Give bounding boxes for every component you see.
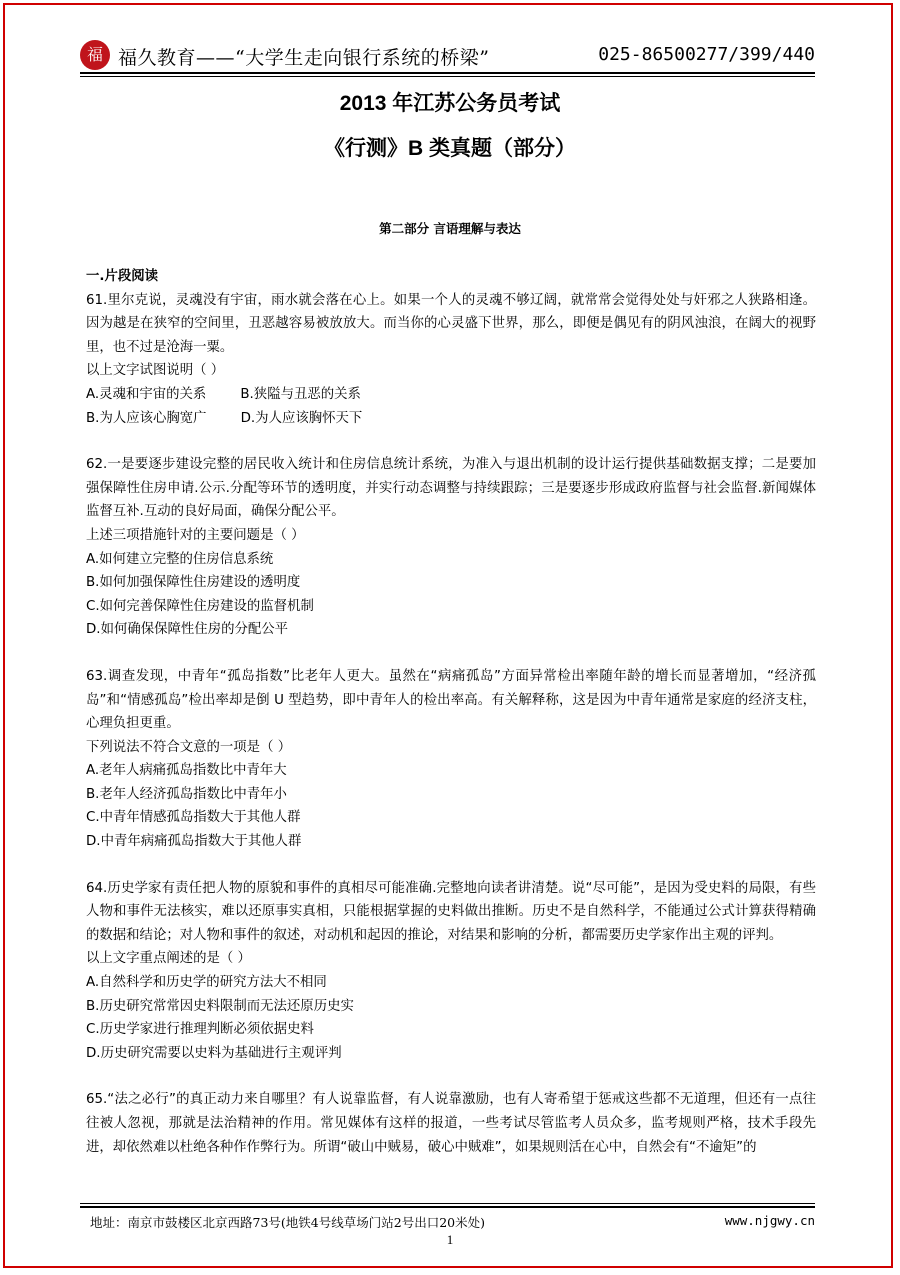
question-64 xyxy=(86,877,816,1066)
option-a: A.老年人病痛孤岛指数比中青年大 xyxy=(86,763,287,779)
option-a: A.自然科学和历史学的研究方法大不相同 xyxy=(86,975,327,991)
question-prompt: 下列说法不符合文意的一项是（ ） xyxy=(86,739,292,755)
option-d: D.历史研究需要以史料为基础进行主观评判 xyxy=(86,1045,342,1061)
question-prompt: 以上文字试图说明（ ） xyxy=(86,363,225,379)
section-heading: 一.片段阅读 xyxy=(86,269,159,284)
page-number: 1 xyxy=(446,1232,454,1247)
question-65 xyxy=(86,1088,816,1159)
question-passage: 62.一是要逐步建设完整的居民收入统计和住房信息统计系统，为准入与退出机制的设计运行提供基础数据支撑；二是要加强保障性住房申请.公示.分配等环节的透明度，并实行动态调整与持续跟踪；三是要逐步形成政府监督与社会监督.新闻媒体监督互补.互动的良好局面，确保分配公平。 xyxy=(86,457,816,520)
question-prompt: 以上文字重点阐述的是（ ） xyxy=(86,951,251,967)
header-rule-thin xyxy=(80,76,815,77)
page-header xyxy=(80,38,815,72)
document-subtitle: 《行测》B 类真题（部分） xyxy=(324,137,576,160)
part-heading: 第二部分 言语理解与表达 xyxy=(379,221,521,236)
question-passage: 61.里尔克说，灵魂没有宇宙，雨水就会落在心上。如果一个人的灵魂不够辽阔，就常常会觉得处处与奸邪之人狭路相逢。因为越是在狭窄的空间里，丑恶越容易被放放大。而当你的心灵盛下世界，那么，即便是偶见有的阴风浊浪，在阔大的视野里，也不过是沧海一粟。 xyxy=(86,292,816,355)
option-d: D.中青年病痛孤岛指数大于其他人群 xyxy=(86,834,302,850)
question-passage: 63.调查发现，中青年“孤岛指数”比老年人更大。虽然在“病痛孤岛”方面异常检出率随年龄的增长而显著增加，“经济孤岛”和“情感孤岛”检出率却是倒 U 型趋势，即中青年人的检出率高。有关解释称，这是因为中青年通常是家庭的经济支柱，心理负担更重。 xyxy=(86,668,816,732)
option-row: A.灵魂和宇宙的关系 B.狭隘与丑恶的关系 xyxy=(86,386,361,402)
header-rule xyxy=(80,72,815,74)
option-b: B.如何加强保障性住房建设的透明度 xyxy=(86,575,301,591)
option-c: C.中青年情感孤岛指数大于其他人群 xyxy=(86,810,301,826)
footer-address: 地址：南京市鼓楼区北京西路73号(地铁4号线草场门站2号出口20米处) xyxy=(90,1215,485,1230)
header-phone: 025-86500277/399/440 xyxy=(598,44,815,65)
footer-website-link[interactable]: www.njgwy.cn xyxy=(724,1213,815,1228)
question-passage: 65.“法之必行”的真正动力来自哪里？有人说靠监督，有人说靠激励，也有人寄希望于惩戒这些都不无道理，但还有一点往往被人忽视，那就是法治精神的作用。常见媒体有这样的报道，一些考试尽管监考人员众多，监考规则严格，技术手段先进，却依然难以杜绝各种作作弊行为。所谓“破山中贼易，破心中贼难”，如果规则活在心中，自然会有“不逾矩”的 xyxy=(86,1092,816,1155)
option-c: C.历史学家进行推理判断必须依据史料 xyxy=(86,1022,314,1038)
question-62 xyxy=(86,453,816,642)
fujiu-logo-icon: 福 xyxy=(80,40,110,70)
question-prompt: 上述三项措施针对的主要问题是（ ） xyxy=(86,527,305,543)
option-row: B.为人应该心胸宽广 D.为人应该胸怀天下 xyxy=(86,410,363,426)
question-passage: 64.历史学家有责任把人物的原貌和事件的真相尽可能准确.完整地向读者讲清楚。说“尽可能”，是因为受史料的局限，有些人物和事件无法核实，难以还原事实真相，只能根据掌握的史料做出推断。历史不是自然科学，不能通过公式计算获得精确的数据和结论；对人物和事件的叙述，对动机和起因的推论，对结果和影响的分析，都需要历史学家作出主观的评判。 xyxy=(86,880,816,943)
document-title: 2013 年江苏公务员考试 xyxy=(339,92,561,115)
option-b: B.老年人经济孤岛指数比中青年小 xyxy=(86,786,287,802)
option-b: B.历史研究常常因史料限制而无法还原历史实 xyxy=(86,998,354,1014)
footer-rule xyxy=(80,1206,815,1208)
option-c: C.如何完善保障性住房建设的监督机制 xyxy=(86,598,314,614)
header-slogan: 福久教育——“大学生走向银行系统的桥梁” xyxy=(118,47,490,69)
footer-rule-thin xyxy=(80,1203,815,1204)
question-63 xyxy=(86,665,816,854)
option-a: A.如何建立完整的住房信息系统 xyxy=(86,551,274,567)
option-d: D.如何确保保障性住房的分配公平 xyxy=(86,622,289,638)
document-body xyxy=(86,265,816,1159)
question-61 xyxy=(86,289,816,431)
